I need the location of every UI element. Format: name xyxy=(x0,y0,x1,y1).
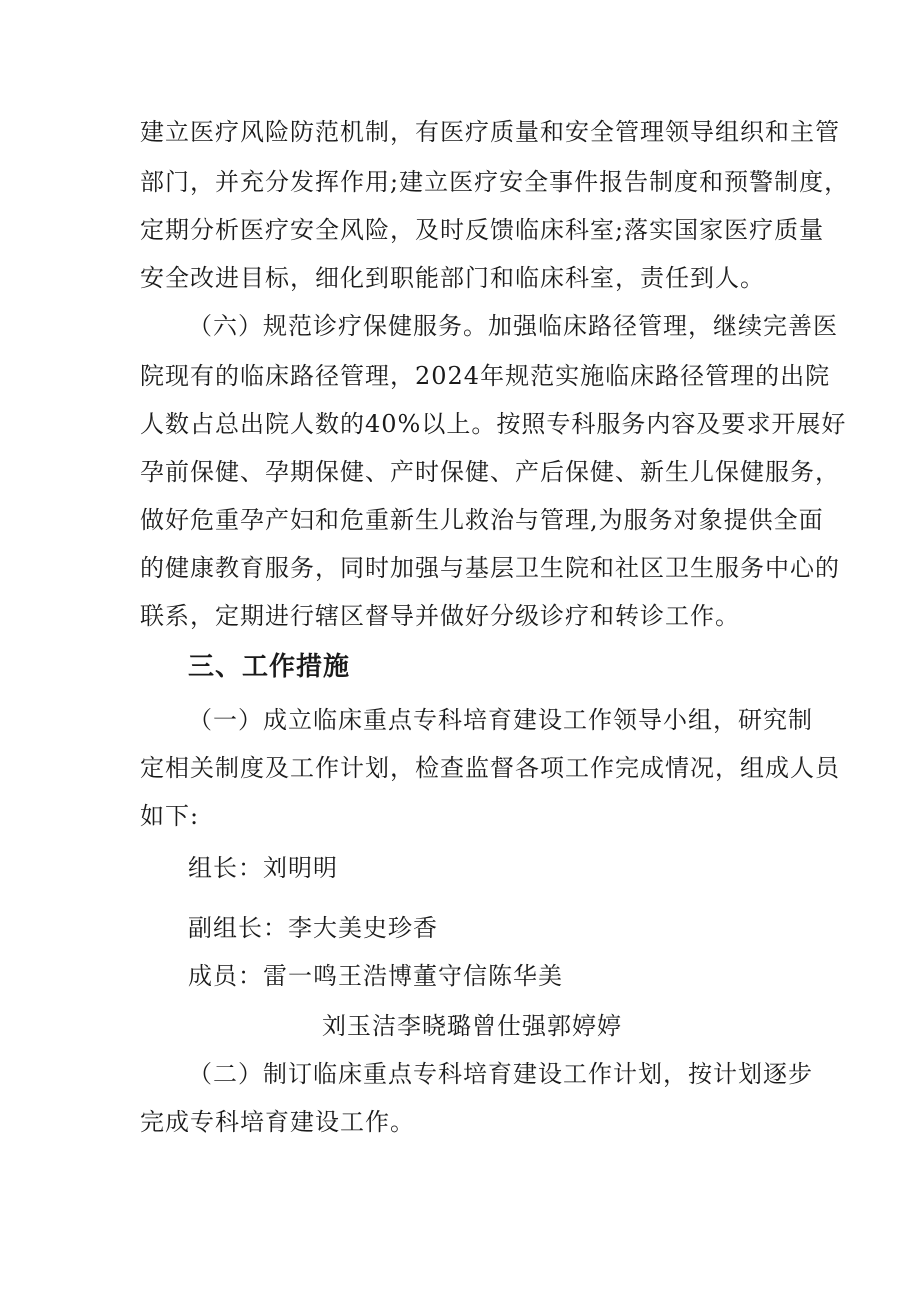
group-members-continued: 刘玉洁李晓璐曾仕强郭婷婷 xyxy=(322,1012,622,1040)
group-deputy: 副组长：李大美史珍香 xyxy=(188,914,438,942)
paragraph-line: 院现有的临床路径管理，2024年规范实施临床路径管理的出院 xyxy=(140,362,831,390)
paragraph-line: 定期分析医疗安全风险，及时反馈临床科室;落实国家医疗质量 xyxy=(140,216,825,244)
paragraph-line: 做好危重孕产妇和危重新生儿救治与管理,为服务对象提供全面 xyxy=(140,506,824,534)
paragraph-line: 的健康教育服务，同时加强与基层卫生院和社区卫生服务中心的 xyxy=(140,554,840,582)
group-leader: 组长：刘明明 xyxy=(188,854,338,882)
paragraph-line: 孕前保健、孕期保健、产时保健、产后保健、新生儿保健服务， xyxy=(140,458,840,486)
paragraph-line: 安全改进目标，细化到职能部门和临床科室，责任到人。 xyxy=(140,264,765,292)
paragraph-line: 定相关制度及工作计划，检查监督各项工作完成情况，组成人员 xyxy=(140,754,840,782)
paragraph-line: 完成专科培育建设工作。 xyxy=(140,1108,415,1136)
paragraph-line: 联系，定期进行辖区督导并做好分级诊疗和转诊工作。 xyxy=(140,602,740,630)
paragraph-line: 建立医疗风险防范机制，有医疗质量和安全管理领导组织和主管 xyxy=(140,118,840,146)
paragraph-line: （二）制订临床重点专科培育建设工作计划，按计划逐步 xyxy=(188,1060,813,1088)
paragraph-line: 如下: xyxy=(140,802,200,830)
group-members: 成员：雷一鸣王浩博董守信陈华美 xyxy=(188,962,563,990)
paragraph-line: （一）成立临床重点专科培育建设工作领导小组，研究制 xyxy=(188,706,813,734)
paragraph-line: 部门，并充分发挥作用;建立医疗安全事件报告制度和预警制度， xyxy=(140,168,850,196)
section-heading: 三、工作措施 xyxy=(188,652,351,682)
paragraph-line: 人数占总出院人数的40%以上。按照专科服务内容及要求开展好 xyxy=(140,410,847,438)
paragraph-line: （六）规范诊疗保健服务。加强临床路径管理，继续完善医 xyxy=(188,312,838,340)
